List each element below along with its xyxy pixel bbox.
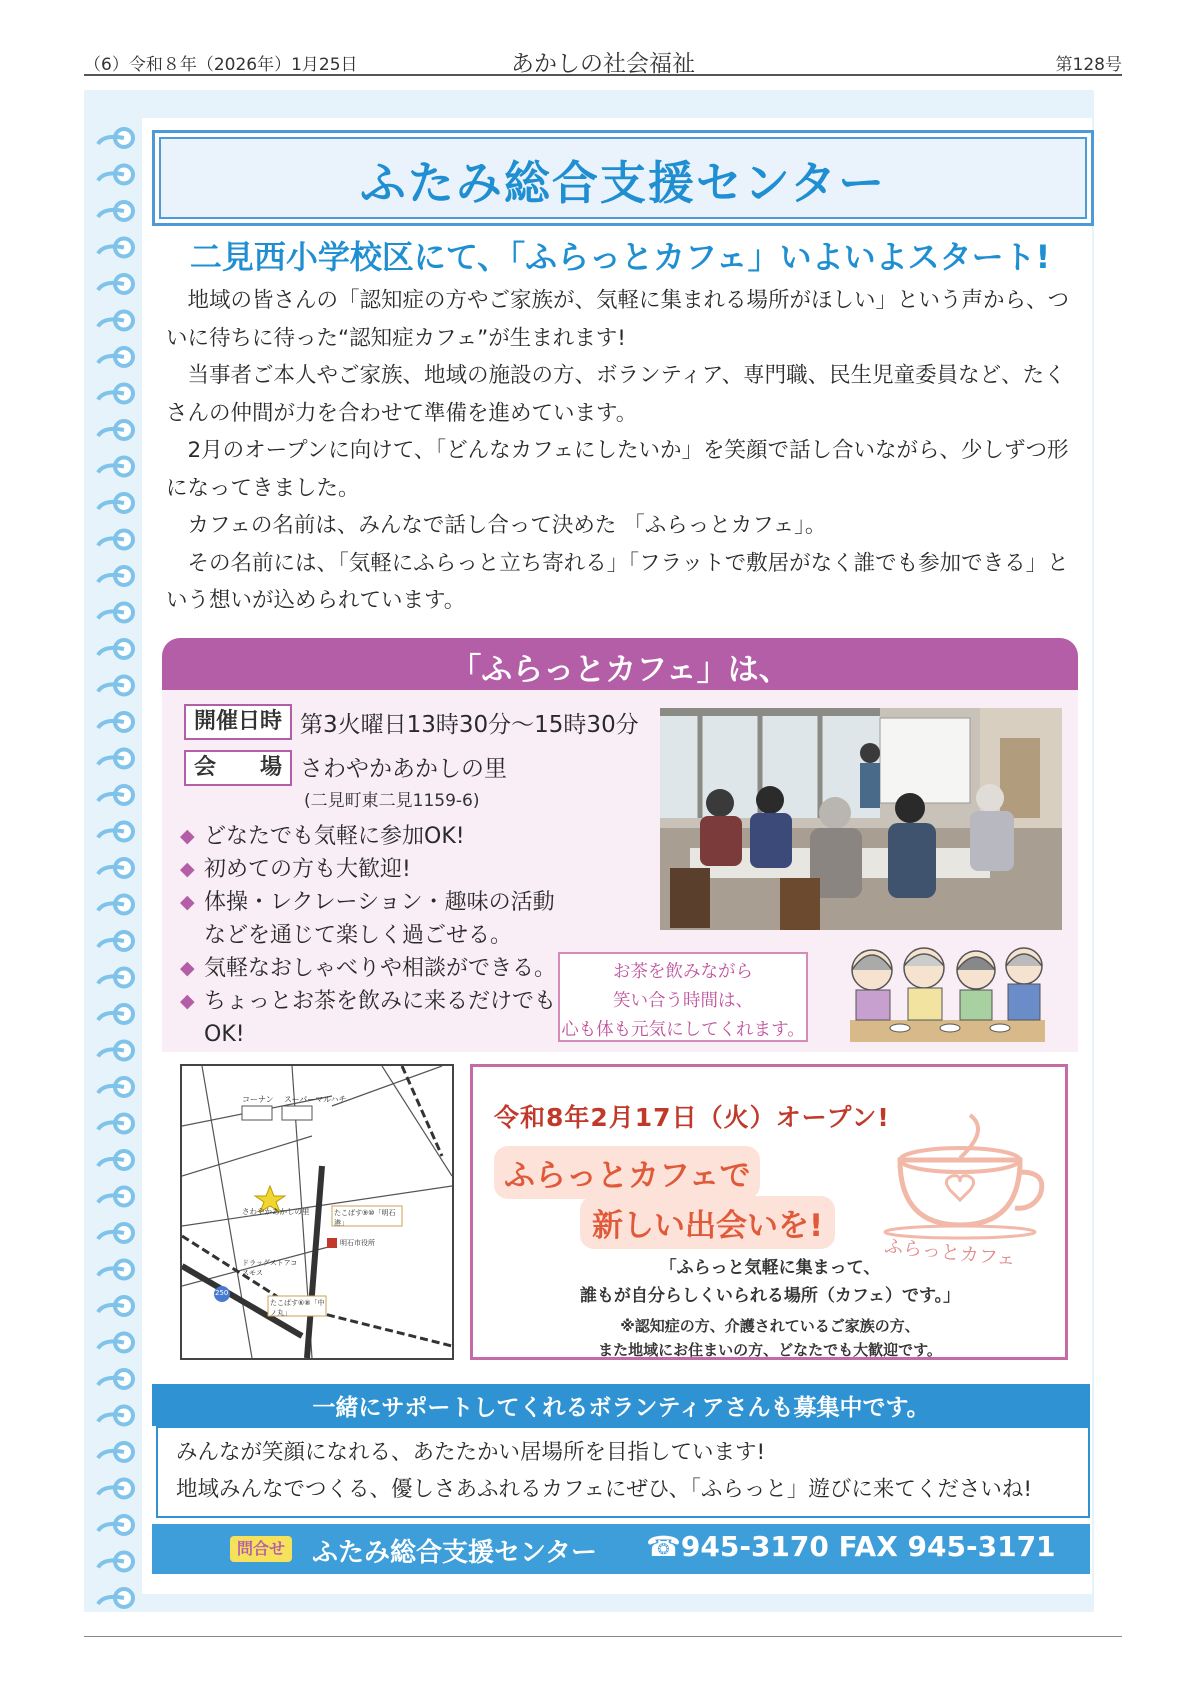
coffee-cup-icon bbox=[880, 1110, 1050, 1240]
map-label: ドラッグストアコスモス bbox=[242, 1259, 298, 1277]
paragraph: 地域の皆さんの「認知症の方やご家族が、気軽に集まれる場所がほしい」という声から、ついに待ちに待った“認知症カフェ”が生まれます! bbox=[166, 288, 1070, 351]
map-label: 明石市役所 bbox=[340, 1239, 375, 1247]
contact-tag: 問合せ bbox=[230, 1536, 292, 1562]
place-value: さわやかあかしの里 bbox=[300, 756, 507, 782]
paragraph: カフェの名前は、みんなで話し合って決めた 「ふらっとカフェ」。 bbox=[187, 513, 827, 538]
page-title: ふたみ総合支援センター bbox=[359, 156, 887, 210]
volunteer-message bbox=[176, 1434, 1032, 1508]
title-box bbox=[152, 130, 1094, 226]
article-body bbox=[166, 282, 1081, 620]
cafe-logo-text: ふらっとカフェ bbox=[883, 1235, 1017, 1271]
cafe-concept-quote bbox=[480, 1254, 1060, 1310]
quote-line: 誰もが自分らしくいられる場所（カフェ）です。」 bbox=[579, 1286, 961, 1306]
quote-line: 「ふらっと気軽に集まって、 bbox=[659, 1258, 881, 1278]
catchphrase-line-2: 新しい出会いを! bbox=[580, 1196, 835, 1249]
volunteer-title: 一緒にサポートしてくれるボランティアさんも募集中です。 bbox=[312, 1395, 930, 1421]
map-label: たこばす⑥⑧「中ノ丸」 bbox=[270, 1299, 325, 1317]
cafe-meeting-photo bbox=[660, 708, 1062, 930]
map-label: たこばす⑨⑩「明石港」 bbox=[334, 1209, 396, 1227]
contact-organization: ふたみ総合支援センター bbox=[312, 1538, 597, 1568]
cafe-section-band bbox=[162, 638, 1078, 690]
place-address: (二見町東二見1159-6) bbox=[304, 791, 480, 811]
message-line: みんなが笑顔になれる、あたたかい居場所を目指しています! bbox=[176, 1440, 766, 1465]
paragraph: その名前には、「気軽にふらっと立ち寄れる」「フラットで敷居がなく誰でも参加できる」という想いが込められています。 bbox=[166, 550, 1069, 613]
article-headline: 二見西小学校区にて、「ふらっとカフェ」いよいよスタート! bbox=[189, 238, 1051, 276]
note-line: ※認知症の方、介護されているご家族の方、 bbox=[620, 1317, 920, 1335]
catchphrase-line-1: ふらっとカフェで bbox=[494, 1146, 760, 1199]
cafe-section-title: 「ふらっとカフェ」は、 bbox=[450, 652, 790, 688]
publication-title: あかしの社会福祉 bbox=[511, 51, 695, 77]
speech-bubble bbox=[558, 952, 808, 1042]
route-number: 250 bbox=[215, 1289, 229, 1297]
feature-list bbox=[180, 820, 560, 1051]
note-line: また地域にお住まいの方、どなたでも大歓迎です。 bbox=[598, 1341, 942, 1359]
date-value: 第3火曜日13時30分〜15時30分 bbox=[300, 712, 639, 738]
issue-date: （6）令和８年（2026年）1月25日 bbox=[84, 55, 358, 75]
message-line: 地域みんなでつくる、優しさあふれるカフェにぜひ、「ふらっと」遊びに来てくださいね! bbox=[176, 1477, 1032, 1502]
paragraph: 当事者ご本人やご家族、地域の施設の方、ボランティア、専門職、民生児童委員など、たくさんの仲間が力を合わせて準備を進めています。 bbox=[166, 363, 1066, 426]
map-label: さわやかあかしの里 bbox=[242, 1207, 310, 1216]
issue-number: 第128号 bbox=[1055, 55, 1122, 75]
welcome-note bbox=[480, 1314, 1060, 1362]
map-label: スーパーマルハチ bbox=[284, 1095, 347, 1104]
list-item: ◆ ちょっとお茶を飲みに来るだけでもOK! bbox=[180, 985, 560, 1051]
volunteer-band bbox=[152, 1384, 1090, 1426]
bubble-line: 笑い合う時間は、 bbox=[613, 991, 753, 1011]
list-item: ◆ どなたでも気軽に参加OK! bbox=[180, 820, 560, 853]
bubble-line: お茶を飲みながら bbox=[613, 962, 753, 982]
contact-phone: ☎945-3170 FAX 945-3171 bbox=[646, 1530, 1056, 1563]
access-map bbox=[180, 1064, 454, 1360]
list-item: ◆ 初めての方も大歓迎! bbox=[180, 853, 560, 886]
elderly-people-illustration bbox=[840, 940, 1050, 1052]
opening-date: 令和8年2月17日（火）オープン! bbox=[494, 1103, 890, 1132]
list-item: ◆ 気軽なおしゃべりや相談ができる。 bbox=[180, 952, 560, 985]
paragraph: 2月のオープンに向けて、「どんなカフェにしたいか」を笑顔で話し合いながら、少しずつ形になってきました。 bbox=[166, 438, 1069, 501]
date-label: 開催日時 bbox=[184, 704, 292, 740]
page-header bbox=[84, 44, 1122, 76]
list-item: ◆ 体操・レクレーション・趣味の活動などを通じて楽しく過ごせる。 bbox=[180, 886, 560, 952]
map-label: コーナン bbox=[242, 1095, 274, 1104]
footer-divider bbox=[84, 1636, 1122, 1637]
place-label: 会 場 bbox=[184, 750, 292, 786]
bubble-line: 心も体も元気にしてくれます。 bbox=[561, 1020, 805, 1040]
